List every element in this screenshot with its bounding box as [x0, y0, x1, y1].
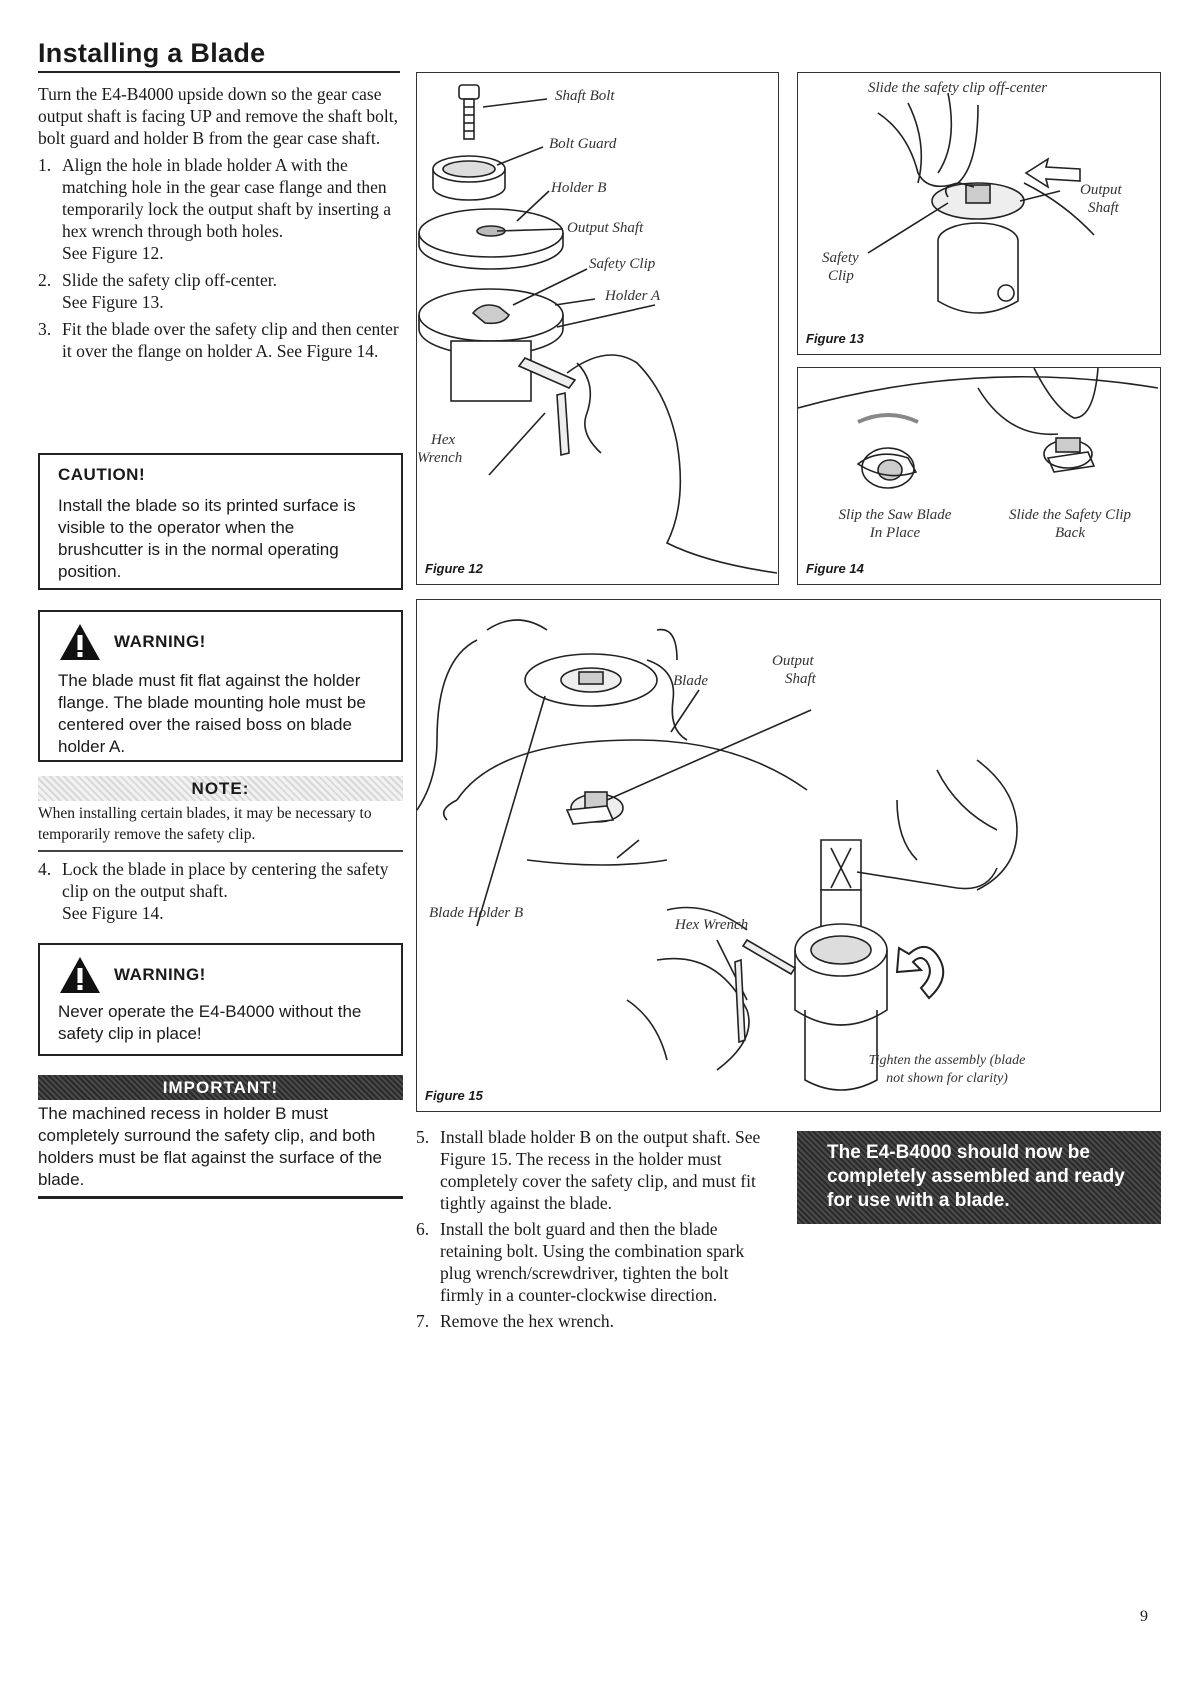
step-number: 2.: [38, 270, 52, 290]
figure-14: [797, 367, 1161, 585]
figure-14-caption: Figure 14: [806, 561, 864, 576]
caution-text: Install the blade so its printed surface is visible to the operator when the brushcutter is in the normal operating position.: [58, 496, 356, 581]
figure-12: [416, 72, 779, 585]
step-3: [38, 318, 403, 362]
step-number: 7.: [416, 1311, 430, 1331]
label-holder-b: Holder B: [551, 180, 607, 196]
step-number: 6.: [416, 1219, 430, 1239]
label-safety: Safety: [822, 250, 859, 266]
caution-heading: CAUTION!: [58, 465, 146, 484]
step-7: [416, 1310, 766, 1332]
warning-header: [58, 622, 383, 662]
step-number: 5.: [416, 1127, 430, 1147]
label-slip-blade: Slip the Saw Blade: [838, 507, 952, 523]
right-steps: [416, 1126, 766, 1332]
label-shaft: Shaft: [1088, 200, 1119, 216]
important-rule: [38, 1196, 403, 1199]
step-text: Install blade holder B on the output shaft. See Figure 15. The recess in the holder must completely cover the safety clip, and must fit tightly against the blade.: [440, 1127, 761, 1213]
label-hex: Hex: [431, 432, 456, 448]
step-ref: See Figure 12.: [62, 243, 164, 263]
intro-paragraph: Turn the E4-B4000 upside down so the gear case output shaft is facing UP and remove the shaft bolt, bolt guard and holder B from the gear case shaft.: [38, 84, 398, 148]
page-title: Installing a Blade: [38, 38, 266, 68]
label-output-shaft: Output Shaft: [567, 220, 644, 236]
step-1: [38, 154, 403, 264]
step-5: [416, 1126, 766, 1214]
step-2: [38, 269, 403, 313]
left-column: [38, 83, 403, 362]
label-blade-holder-b: Blade Holder B: [429, 905, 524, 921]
label-safety-clip: Safety Clip: [589, 256, 656, 272]
important-text: The machined recess in holder B must completely surround the safety clip, and both holders must be flat against the surface of the blade.: [38, 1104, 382, 1189]
step-text: Slide the safety clip off-center.: [62, 270, 277, 290]
label-bolt-guard: Bolt Guard: [549, 136, 617, 152]
warning-heading: WARNING!: [114, 632, 206, 651]
step-text: Install the bolt guard and then the blade retaining bolt. Using the combination spark plug wrench/screwdriver, tighten the bolt firmly in a counter-clockwise direction.: [440, 1219, 745, 1305]
figure-13: [797, 72, 1161, 355]
label-not-shown: not shown for clarity): [886, 1071, 1008, 1086]
label-in-place: In Place: [869, 525, 921, 541]
step-4: [38, 858, 402, 924]
label-back: Back: [1055, 525, 1085, 541]
label-wrench: Wrench: [417, 450, 463, 466]
warning-box-1: [38, 610, 403, 762]
step-ref: See Figure 13.: [62, 292, 164, 312]
important-heading: IMPORTANT!: [38, 1075, 403, 1100]
step-text: Fit the blade over the safety clip and then center it over the flange on holder A. See Figure 14.: [62, 319, 399, 361]
note-text: When installing certain blades, it may be necessary to temporarily remove the safety clip.: [38, 805, 372, 843]
warning-text: The blade must fit flat against the holder flange. The blade mounting hole must be centered over the raised boss on blade holder A.: [58, 671, 366, 756]
step-text: Align the hole in blade holder A with the matching hole in the gear case flange and then temporarily lock the output shaft by inserting a hex wrench through both holes.: [62, 155, 392, 241]
figure-14-illustration: [798, 368, 1158, 518]
final-banner: The E4-B4000 should now be completely assembled and ready for use with a blade.: [797, 1131, 1161, 1224]
step-text: Lock the blade in place by centering the safety clip on the output shaft.: [62, 859, 389, 901]
label-clip: Clip: [828, 268, 854, 284]
note-heading: NOTE:: [38, 776, 403, 801]
label-shaft-bolt: Shaft Bolt: [555, 88, 615, 104]
label-slide-clip: Slide the safety clip off-center: [868, 80, 1048, 96]
page-number: 9: [1140, 1608, 1148, 1625]
label-blade: Blade: [673, 673, 708, 689]
step-number: 1.: [38, 155, 52, 175]
figure-13-caption: Figure 13: [806, 331, 864, 346]
figure-15-caption: Figure 15: [425, 1088, 483, 1103]
warning-heading: WARNING!: [114, 965, 206, 984]
figure-12-caption: Figure 12: [425, 561, 483, 576]
note-rule: [38, 850, 403, 852]
label-shaft: Shaft: [785, 671, 816, 687]
warning-text: Never operate the E4-B4000 without the safety clip in place!: [58, 1002, 362, 1043]
step-number: 4.: [38, 859, 52, 879]
warning-header: [58, 955, 383, 995]
warning-box-2: [38, 943, 403, 1056]
label-output: Output: [772, 653, 814, 669]
step-ref: See Figure 14.: [62, 903, 164, 923]
step-6: [416, 1218, 766, 1306]
step-text: Remove the hex wrench.: [440, 1311, 614, 1331]
title-rule: [38, 71, 400, 73]
warning-triangle-icon: [58, 622, 102, 662]
figure-15: [416, 599, 1161, 1112]
step-number: 3.: [38, 319, 52, 339]
warning-triangle-icon: [58, 955, 102, 995]
label-slide-back: Slide the Safety Clip: [1008, 507, 1132, 523]
label-holder-a: Holder A: [605, 288, 661, 304]
label-hex-wrench: Hex Wrench: [675, 917, 749, 933]
label-output: Output: [1080, 182, 1122, 198]
label-tighten: Tighten the assembly (blade: [868, 1053, 1026, 1068]
caution-box: [38, 453, 403, 590]
